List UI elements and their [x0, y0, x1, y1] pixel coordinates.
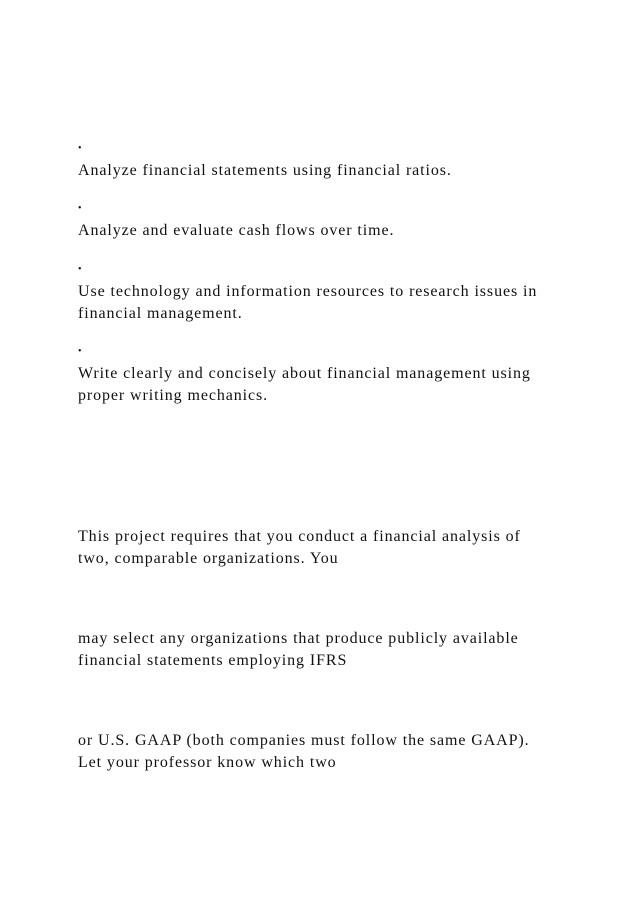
paragraph-line: two, comparable organizations. You: [78, 550, 339, 567]
bullet-text: financial management.: [78, 305, 243, 322]
bullet-text: Analyze financial statements using financial ratios.: [78, 162, 452, 179]
bullet-text: Use technology and information resources to research issues in: [78, 283, 538, 300]
bullet-text: proper writing mechanics.: [78, 387, 268, 404]
bullet-marker: •: [78, 203, 82, 214]
paragraph-line: financial statements employing IFRS: [78, 652, 348, 669]
bullet-marker: •: [78, 264, 82, 275]
bullet-text: Analyze and evaluate cash flows over time.: [78, 222, 395, 239]
bullet-marker: •: [78, 346, 82, 357]
bullet-marker: •: [78, 143, 82, 154]
paragraph-line: or U.S. GAAP (both companies must follow the same GAAP).: [78, 732, 530, 749]
paragraph-line: Let your professor know which two: [78, 754, 337, 771]
bullet-text: Write clearly and concisely about financial management using: [78, 365, 531, 382]
paragraph-line: may select any organizations that produce publicly available: [78, 630, 519, 647]
paragraph-line: This project requires that you conduct a financial analysis of: [78, 528, 521, 545]
